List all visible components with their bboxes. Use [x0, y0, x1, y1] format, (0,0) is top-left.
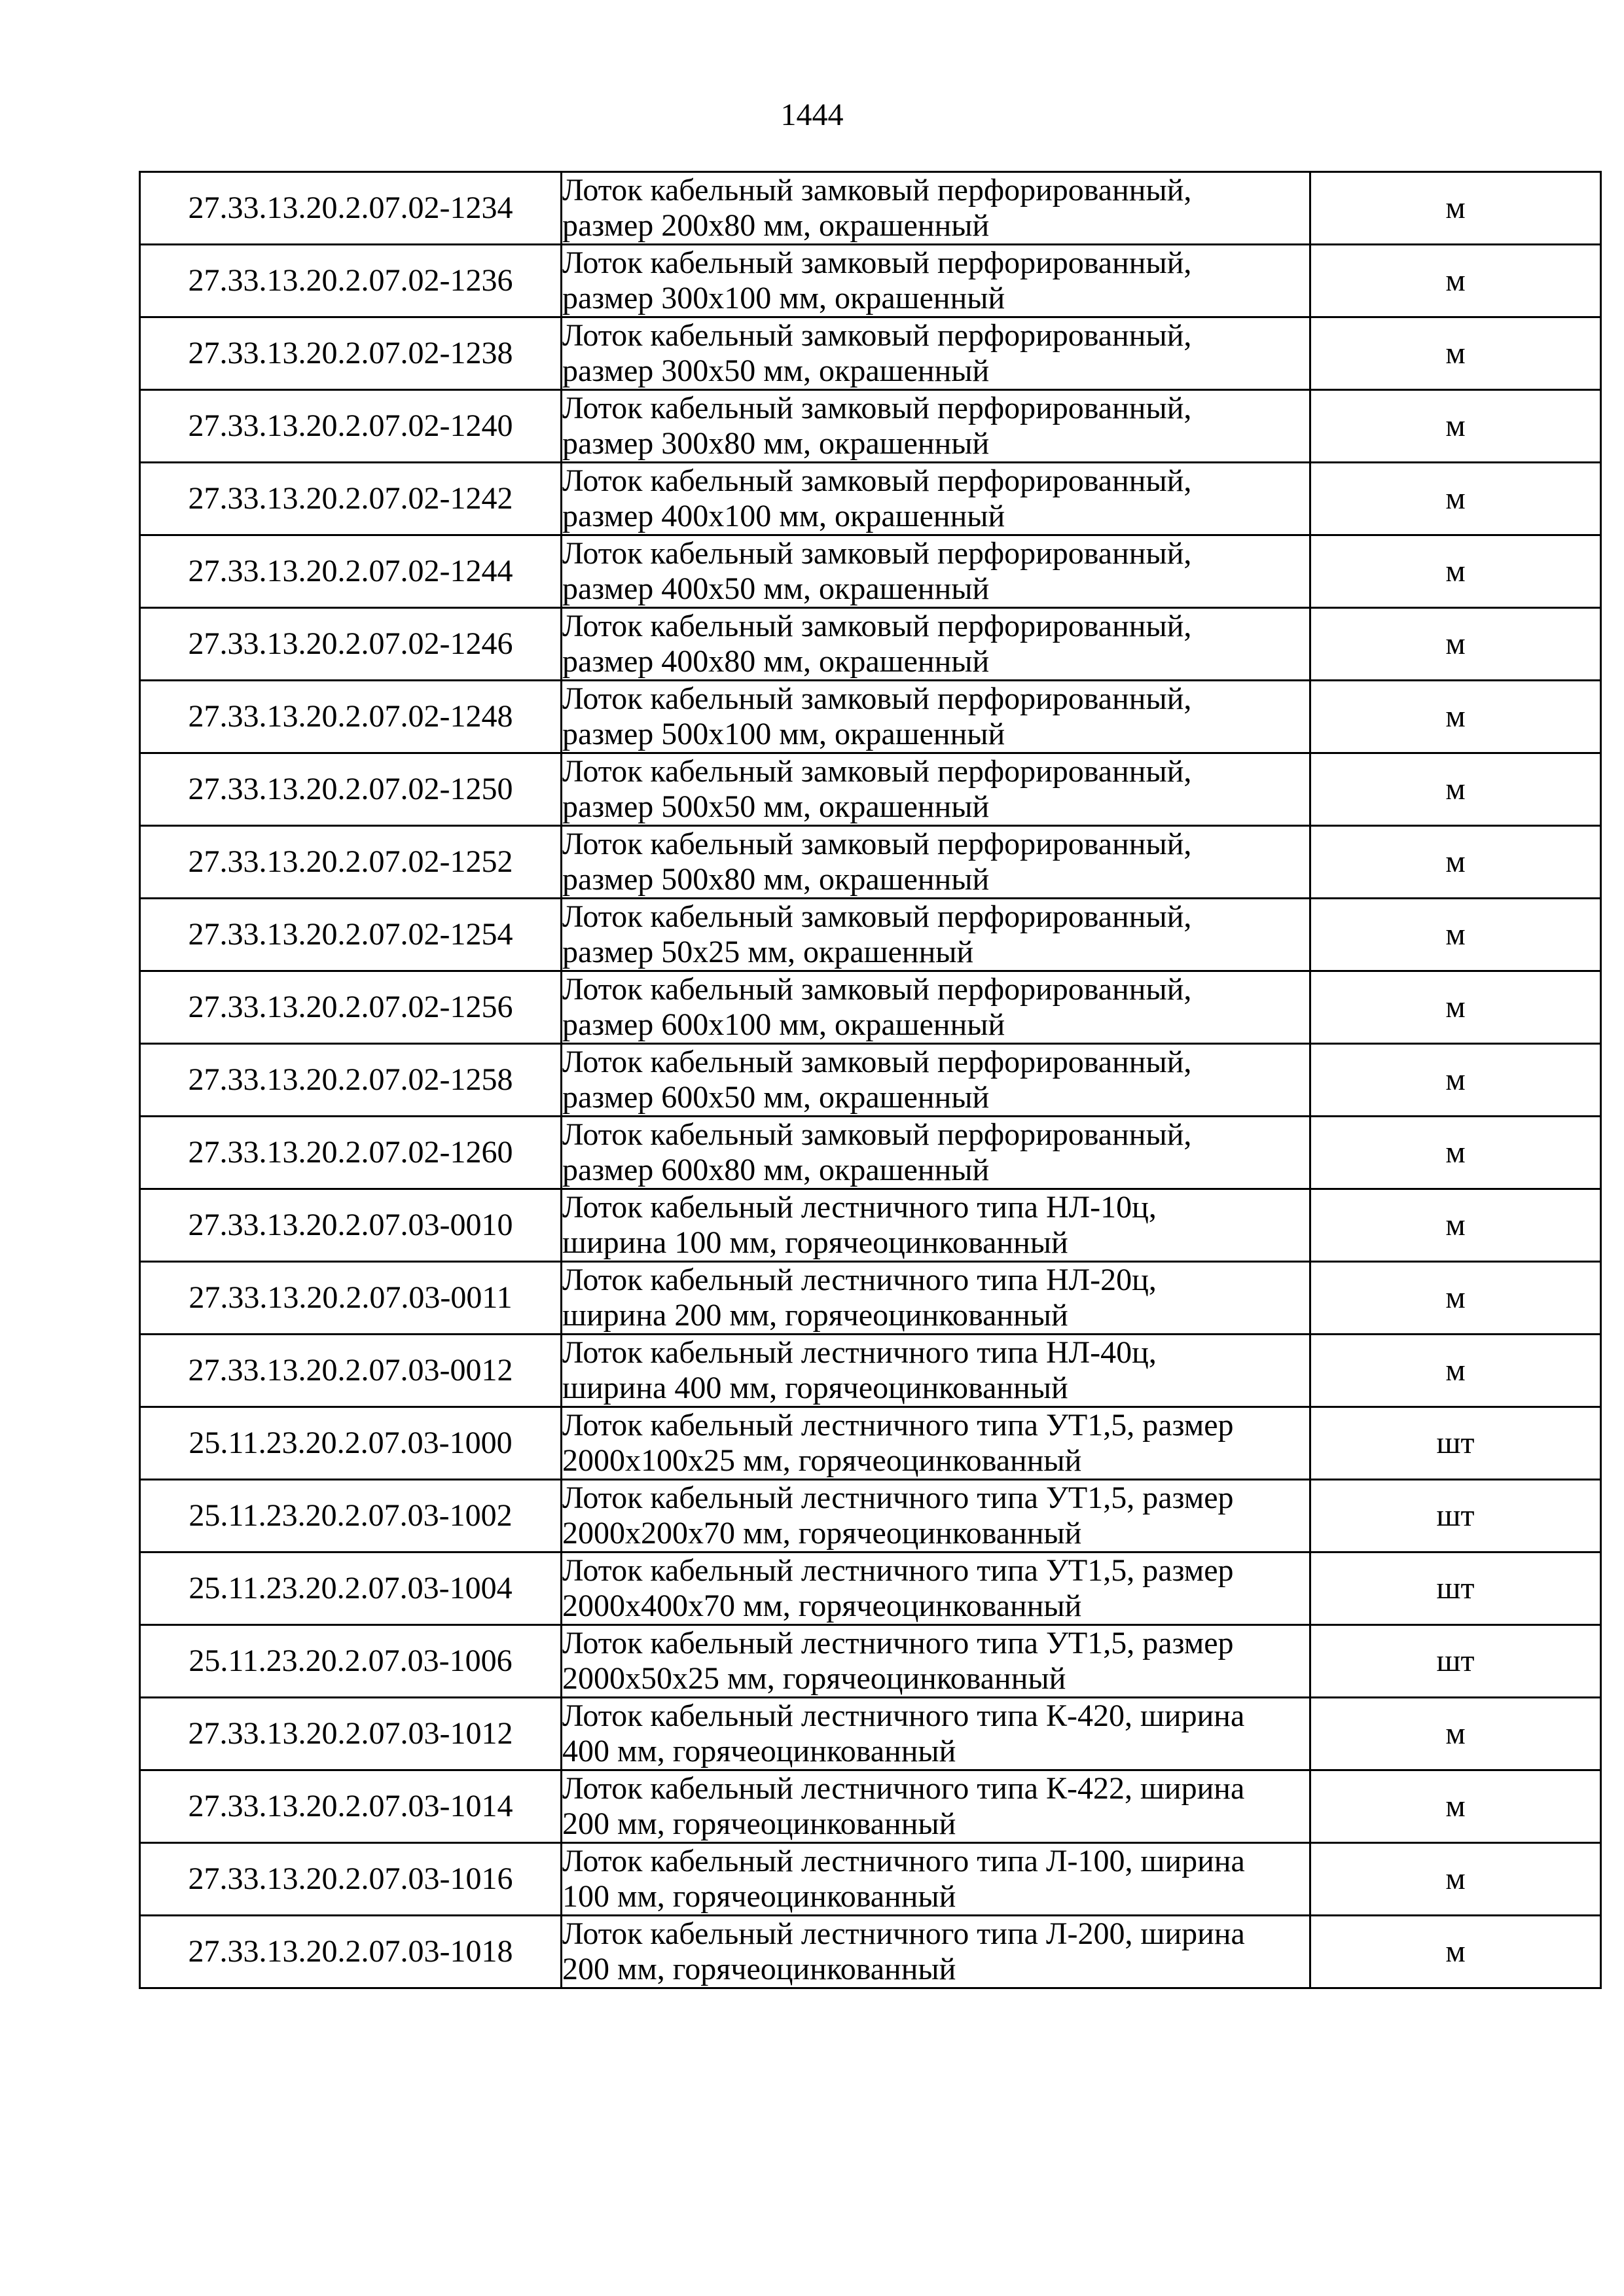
table-row — [140, 317, 1601, 390]
description-line: размер 600х50 мм, окрашенный — [562, 1080, 990, 1115]
resource-code-cell: 27.33.13.20.2.07.02-1234 — [140, 172, 562, 245]
unit-cell: м — [1310, 899, 1601, 971]
resource-code-cell: 27.33.13.20.2.07.03-1012 — [140, 1698, 562, 1770]
description-line: Лоток кабельный лестничного типа УТ1,5, размер — [562, 1553, 1234, 1588]
unit-cell: м — [1310, 535, 1601, 608]
resource-code-cell: 27.33.13.20.2.07.03-1018 — [140, 1916, 562, 1988]
description-line: Лоток кабельный замковый перфорированный, — [562, 827, 1192, 861]
unit-cell: м — [1310, 826, 1601, 899]
table-row — [140, 535, 1601, 608]
description-line: 2000х200х70 мм, горячеоцинкованный — [562, 1516, 1082, 1551]
table-row — [140, 1407, 1601, 1480]
resource-code-cell: 25.11.23.20.2.07.03-1004 — [140, 1552, 562, 1625]
table-row — [140, 1625, 1601, 1698]
table-row — [140, 681, 1601, 753]
resource-code-cell: 27.33.13.20.2.07.02-1238 — [140, 317, 562, 390]
table-row — [140, 463, 1601, 535]
unit-cell: м — [1310, 1189, 1601, 1262]
resource-description-cell — [562, 608, 1310, 681]
resource-code-cell: 27.33.13.20.2.07.02-1246 — [140, 608, 562, 681]
description-line: Лоток кабельный замковый перфорированный, — [562, 754, 1192, 789]
description-line: Лоток кабельный замковый перфорированный, — [562, 391, 1192, 425]
description-line: 200 мм, горячеоцинкованный — [562, 1806, 956, 1841]
table-body — [140, 172, 1601, 1988]
description-line: размер 300х50 мм, окрашенный — [562, 353, 990, 388]
description-line: Лоток кабельный замковый перфорированный, — [562, 681, 1192, 716]
description-line: размер 600х100 мм, окрашенный — [562, 1007, 1005, 1042]
description-line: Лоток кабельный лестничного типа НЛ-40ц, — [562, 1335, 1157, 1370]
description-line: размер 400х50 мм, окрашенный — [562, 571, 990, 606]
table-row — [140, 1480, 1601, 1552]
table-row — [140, 971, 1601, 1044]
description-line: Лоток кабельный лестничного типа УТ1,5, размер — [562, 1626, 1234, 1660]
resource-code-cell: 27.33.13.20.2.07.03-0012 — [140, 1335, 562, 1407]
description-line: Лоток кабельный замковый перфорированный, — [562, 245, 1192, 280]
resource-code-cell: 27.33.13.20.2.07.03-1014 — [140, 1770, 562, 1843]
description-line: Лоток кабельный лестничного типа К-420, ширина — [562, 1698, 1245, 1733]
unit-cell: м — [1310, 1916, 1601, 1988]
description-line: Лоток кабельный лестничного типа Л-100, ширина — [562, 1844, 1245, 1878]
table-row — [140, 608, 1601, 681]
table-row — [140, 899, 1601, 971]
table-row — [140, 1770, 1601, 1843]
table-row — [140, 1262, 1601, 1335]
table-row — [140, 753, 1601, 826]
description-line: Лоток кабельный замковый перфорированный, — [562, 318, 1192, 353]
resource-code-cell: 27.33.13.20.2.07.02-1252 — [140, 826, 562, 899]
resource-description-cell — [562, 1552, 1310, 1625]
resource-table — [139, 171, 1602, 1989]
table-row — [140, 390, 1601, 463]
resource-description-cell — [562, 1843, 1310, 1916]
description-line: Лоток кабельный лестничного типа НЛ-10ц, — [562, 1190, 1157, 1225]
description-line: Лоток кабельный замковый перфорированный, — [562, 972, 1192, 1007]
description-line: размер 300х80 мм, окрашенный — [562, 426, 990, 461]
table-row — [140, 1044, 1601, 1117]
resource-description-cell — [562, 1044, 1310, 1117]
description-line: размер 500х50 мм, окрашенный — [562, 789, 990, 824]
resource-code-cell: 27.33.13.20.2.07.02-1242 — [140, 463, 562, 535]
resource-code-cell: 27.33.13.20.2.07.02-1248 — [140, 681, 562, 753]
table-row — [140, 826, 1601, 899]
resource-description-cell — [562, 1407, 1310, 1480]
resource-code-cell: 27.33.13.20.2.07.02-1260 — [140, 1117, 562, 1189]
resource-description-cell — [562, 826, 1310, 899]
unit-cell: м — [1310, 608, 1601, 681]
table-row — [140, 245, 1601, 317]
description-line: ширина 400 мм, горячеоцинкованный — [562, 1371, 1068, 1405]
resource-description-cell — [562, 971, 1310, 1044]
resource-description-cell — [562, 1335, 1310, 1407]
resource-description-cell — [562, 1698, 1310, 1770]
resource-code-cell: 27.33.13.20.2.07.02-1244 — [140, 535, 562, 608]
table-row — [140, 1552, 1601, 1625]
description-line: Лоток кабельный лестничного типа УТ1,5, размер — [562, 1408, 1234, 1443]
resource-code-cell: 27.33.13.20.2.07.02-1240 — [140, 390, 562, 463]
page-number: 1444 — [780, 98, 844, 132]
resource-code-cell: 25.11.23.20.2.07.03-1002 — [140, 1480, 562, 1552]
description-line: Лоток кабельный замковый перфорированный, — [562, 173, 1192, 207]
resource-code-cell: 25.11.23.20.2.07.03-1006 — [140, 1625, 562, 1698]
resource-code-cell: 27.33.13.20.2.07.03-0010 — [140, 1189, 562, 1262]
description-line: размер 400х100 мм, окрашенный — [562, 499, 1005, 533]
description-line: Лоток кабельный замковый перфорированный, — [562, 1045, 1192, 1079]
description-line: Лоток кабельный лестничного типа К-422, ширина — [562, 1771, 1245, 1806]
unit-cell: м — [1310, 971, 1601, 1044]
unit-cell: м — [1310, 753, 1601, 826]
resource-code-cell: 27.33.13.20.2.07.03-1016 — [140, 1843, 562, 1916]
resource-description-cell — [562, 753, 1310, 826]
description-line: размер 500х80 мм, окрашенный — [562, 862, 990, 897]
resource-description-cell — [562, 681, 1310, 753]
description-line: 100 мм, горячеоцинкованный — [562, 1879, 956, 1914]
resource-description-cell — [562, 1770, 1310, 1843]
unit-cell: м — [1310, 1698, 1601, 1770]
unit-cell: м — [1310, 1044, 1601, 1117]
resource-description-cell — [562, 1625, 1310, 1698]
unit-cell: м — [1310, 1335, 1601, 1407]
unit-cell: м — [1310, 1117, 1601, 1189]
description-line: размер 400х80 мм, окрашенный — [562, 644, 990, 679]
description-line: 2000х100х25 мм, горячеоцинкованный — [562, 1443, 1082, 1478]
table-row — [140, 1117, 1601, 1189]
table-row — [140, 1335, 1601, 1407]
resource-description-cell — [562, 390, 1310, 463]
resource-code-cell: 27.33.13.20.2.07.02-1258 — [140, 1044, 562, 1117]
table-row — [140, 1843, 1601, 1916]
resource-description-cell — [562, 463, 1310, 535]
description-line: размер 200х80 мм, окрашенный — [562, 208, 990, 243]
unit-cell: м — [1310, 172, 1601, 245]
table-row — [140, 1189, 1601, 1262]
unit-cell: м — [1310, 463, 1601, 535]
description-line: Лоток кабельный замковый перфорированный, — [562, 609, 1192, 643]
resource-description-cell — [562, 1262, 1310, 1335]
resource-description-cell — [562, 535, 1310, 608]
resource-description-cell — [562, 317, 1310, 390]
description-line: Лоток кабельный лестничного типа Л-200, ширина — [562, 1916, 1245, 1951]
resource-description-cell — [562, 1189, 1310, 1262]
resource-code-cell: 27.33.13.20.2.07.02-1256 — [140, 971, 562, 1044]
unit-cell: м — [1310, 1770, 1601, 1843]
unit-cell: шт — [1310, 1552, 1601, 1625]
description-line: размер 50х25 мм, окрашенный — [562, 935, 974, 969]
table-row — [140, 1698, 1601, 1770]
resource-description-cell — [562, 1916, 1310, 1988]
description-line: размер 500х100 мм, окрашенный — [562, 717, 1005, 751]
resource-code-cell: 27.33.13.20.2.07.03-0011 — [140, 1262, 562, 1335]
resource-description-cell — [562, 899, 1310, 971]
resource-description-cell — [562, 1480, 1310, 1552]
unit-cell: шт — [1310, 1625, 1601, 1698]
table-row — [140, 172, 1601, 245]
table-row — [140, 1916, 1601, 1988]
resource-description-cell — [562, 1117, 1310, 1189]
unit-cell: шт — [1310, 1480, 1601, 1552]
description-line: Лоток кабельный замковый перфорированный, — [562, 1117, 1192, 1152]
description-line: 2000х50х25 мм, горячеоцинкованный — [562, 1661, 1066, 1696]
description-line: Лоток кабельный лестничного типа НЛ-20ц, — [562, 1263, 1157, 1297]
resource-code-cell: 27.33.13.20.2.07.02-1254 — [140, 899, 562, 971]
resource-code-cell: 25.11.23.20.2.07.03-1000 — [140, 1407, 562, 1480]
unit-cell: м — [1310, 317, 1601, 390]
description-line: размер 300х100 мм, окрашенный — [562, 281, 1005, 315]
description-line: Лоток кабельный замковый перфорированный, — [562, 536, 1192, 571]
description-line: 400 мм, горячеоцинкованный — [562, 1734, 956, 1768]
unit-cell: м — [1310, 681, 1601, 753]
description-line: Лоток кабельный замковый перфорированный, — [562, 899, 1192, 934]
description-line: ширина 100 мм, горячеоцинкованный — [562, 1225, 1068, 1260]
unit-cell: м — [1310, 245, 1601, 317]
description-line: 200 мм, горячеоцинкованный — [562, 1952, 956, 1986]
description-line: размер 600х80 мм, окрашенный — [562, 1153, 990, 1187]
description-line: Лоток кабельный лестничного типа УТ1,5, размер — [562, 1480, 1234, 1515]
unit-cell: м — [1310, 390, 1601, 463]
description-line: Лоток кабельный замковый перфорированный, — [562, 463, 1192, 498]
resource-description-cell — [562, 172, 1310, 245]
resource-code-cell: 27.33.13.20.2.07.02-1236 — [140, 245, 562, 317]
description-line: 2000х400х70 мм, горячеоцинкованный — [562, 1588, 1082, 1623]
resource-description-cell — [562, 245, 1310, 317]
unit-cell: м — [1310, 1262, 1601, 1335]
resource-code-cell: 27.33.13.20.2.07.02-1250 — [140, 753, 562, 826]
unit-cell: м — [1310, 1843, 1601, 1916]
unit-cell: шт — [1310, 1407, 1601, 1480]
description-line: ширина 200 мм, горячеоцинкованный — [562, 1298, 1068, 1333]
